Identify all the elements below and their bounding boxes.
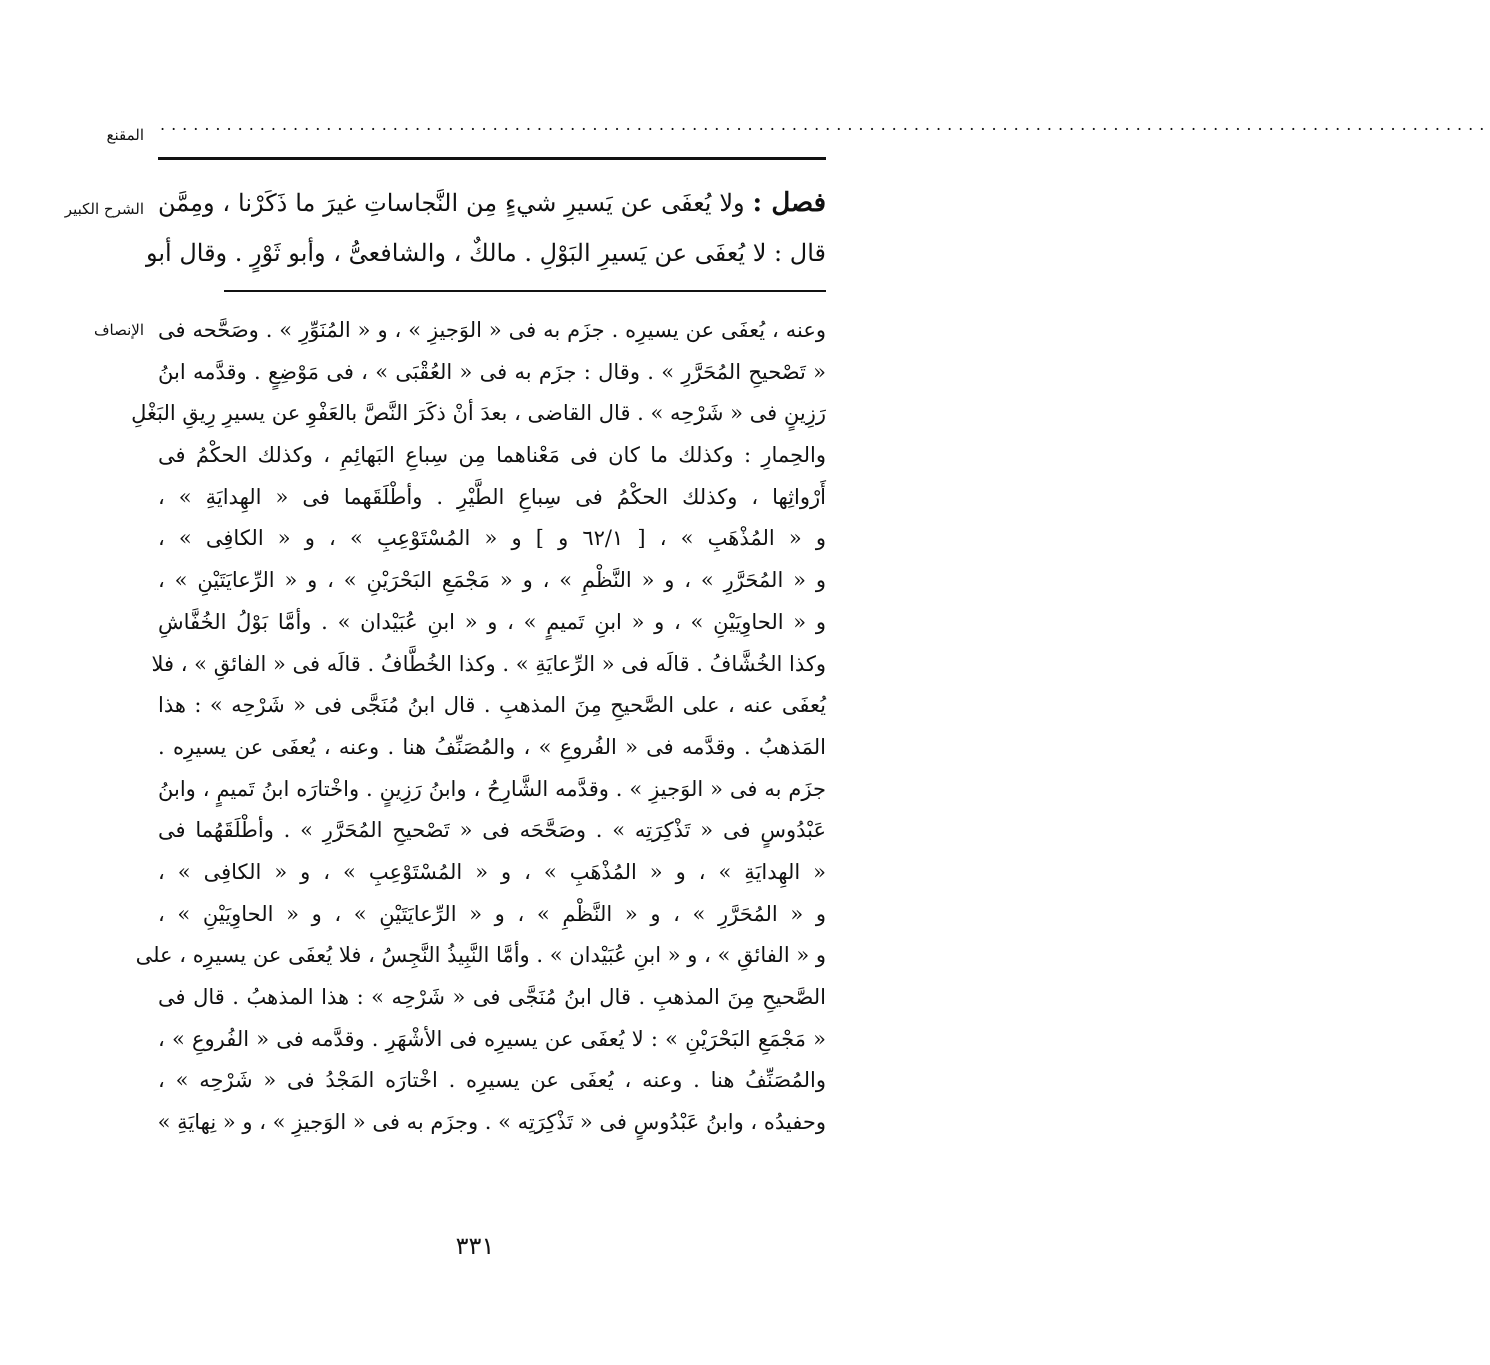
section-divider <box>224 290 826 292</box>
text-line: جزَم به فى « الوَجيزِ » . وقدَّمه الشَّارِحُ ، وابنُ رَزِينٍ . واخْتارَه ابنُ تَميمٍ ، وابنُ <box>158 776 826 801</box>
text-line: والحِمارِ : وكذلك ما كان فى مَعْناهما مِن سِباعِ البَهائِمِ ، وكذلك الحكْمُ فى <box>158 443 826 468</box>
text-line-content: ولا يُعفَى عن يَسيرِ شيءٍ مِن النَّجاساتِ غيرَ ما ذَكَرْنا ، ومِمَّن <box>158 189 745 217</box>
side-label-insaf: الإنصاف <box>93 321 144 339</box>
header-rule <box>158 157 826 160</box>
text-line: وعنه ، يُعفَى عن يسيرِه . جزَم به فى « الوَجيزِ » ، و « المُنَوِّرِ » . وصَحَّحه فى <box>158 318 826 342</box>
text-line: أَرْواثِها ، وكذلك الحكْمُ فى سِباعِ الطَّيْرِ . وأطْلَقَهما فى « الهِدايَةِ » ، <box>158 484 826 509</box>
text-line: وكذا الخُشَّافُ . قالَه فى « الرِّعايَةِ » . وكذا الخُطَّافُ . قالَه فى « الفائقِ » ، فلا <box>151 651 826 676</box>
text-line <box>158 178 826 228</box>
text-line: « مَجْمَعِ البَحْرَيْنِ » : لا يُعفَى عن يسيرِه فى الأشْهَرِ . وقدَّمه فى « الفُروعِ » ، <box>158 1026 826 1051</box>
text-line: و « المُحَرَّرِ » ، و « النَّظْمِ » ، و « مَجْمَعِ البَحْرَيْنِ » ، و « الرِّعايَتَيْنِ » ، <box>158 568 826 593</box>
text-line: و « المُذْهَبِ » ، [ ٦٢/١ و ] و « المُسْتَوْعِبِ » ، و « الكافِى » ، <box>158 526 826 551</box>
page-number: ٣٣١ <box>455 1232 495 1260</box>
text-line: يُعفَى عنه ، على الصَّحيحِ مِنَ المذهبِ . قال ابنُ مُنَجَّى فى « شَرْحِه » : هذا <box>158 693 826 718</box>
text-line: « الهِدايَةِ » ، و « المُذْهَبِ » ، و « المُسْتَوْعِبِ » ، و « الكافِى » ، <box>158 859 826 884</box>
book-title: المقنع <box>106 126 144 144</box>
header-dotted-rule: ........................................................................................................................ <box>160 115 1490 134</box>
text-line: وحفيدُه ، وابنُ عَبْدُوسٍ فى « تَذْكِرَتِه » . وجزَم به فى « الوَجيزِ » ، و « نِهايَةِ » <box>157 1110 826 1135</box>
text-line: عَبْدُوسٍ فى « تَذْكِرَتِه » . وصَحَّحَه فى « تَصْحيحِ المُحَرَّرِ » . وأطْلَقَهُما فى <box>158 818 826 843</box>
text-line: و « الفائقِ » ، و « ابنِ عُبَيْدان » . وأمَّا النَّبِيذُ النَّجِسُ ، فلا يُعفَى عن يسيرِه ، على <box>135 943 826 968</box>
sharh-text <box>145 178 827 278</box>
text-line: والمُصَنِّفُ هنا . وعنه ، يُعفَى عن يسيرِه . اخْتارَه المَجْدُ فى « شَرْحِه » ، <box>158 1068 826 1093</box>
text-line: المَذهبُ . وقدَّمه فى « الفُروعِ » ، والمُصَنِّفُ هنا . وعنه ، يُعفَى عن يسيرِه . <box>158 734 826 759</box>
insaf-text <box>131 310 826 1144</box>
text-line: الصَّحيحِ مِنَ المذهبِ . قال ابنُ مُنَجَّى فى « شَرْحِه » : هذا المذهبُ . قال فى <box>158 985 826 1009</box>
text-line: و « المُحَرَّرِ » ، و « النَّظْمِ » ، و « الرِّعايَتَيْنِ » ، و « الحاوِيَيْنِ » ، <box>158 901 826 926</box>
text-line: و « الحاوِيَيْنِ » ، و « ابنِ تَميمٍ » ، و « ابنِ عُبَيْدان » . وأمَّا بَوْلُ الخُفَّاشِ <box>158 609 826 634</box>
text-line: رَزِينٍ فى « شَرْحِه » . قال القاضى ، بعدَ أنْ ذكَرَ النَّصَّ بالعَفْوِ عن يسيرِ رِيقِ البَغْلِ <box>131 401 826 426</box>
text-line: قال : لا يُعفَى عن يَسيرِ البَوْلِ . مالكٌ ، والشافعىُّ ، وأبو ثَوْرٍ . وقال أبو <box>145 239 826 267</box>
side-label-sharh: الشرح الكبير <box>64 200 144 218</box>
text-line: « تَصْحيحِ المُحَرَّرِ » . وقال : جزَم به فى « العُقْبَى » ، فى مَوْضِعٍ . وقدَّمه ابنُ <box>158 359 826 384</box>
fasl-heading: فصل : <box>752 188 827 218</box>
